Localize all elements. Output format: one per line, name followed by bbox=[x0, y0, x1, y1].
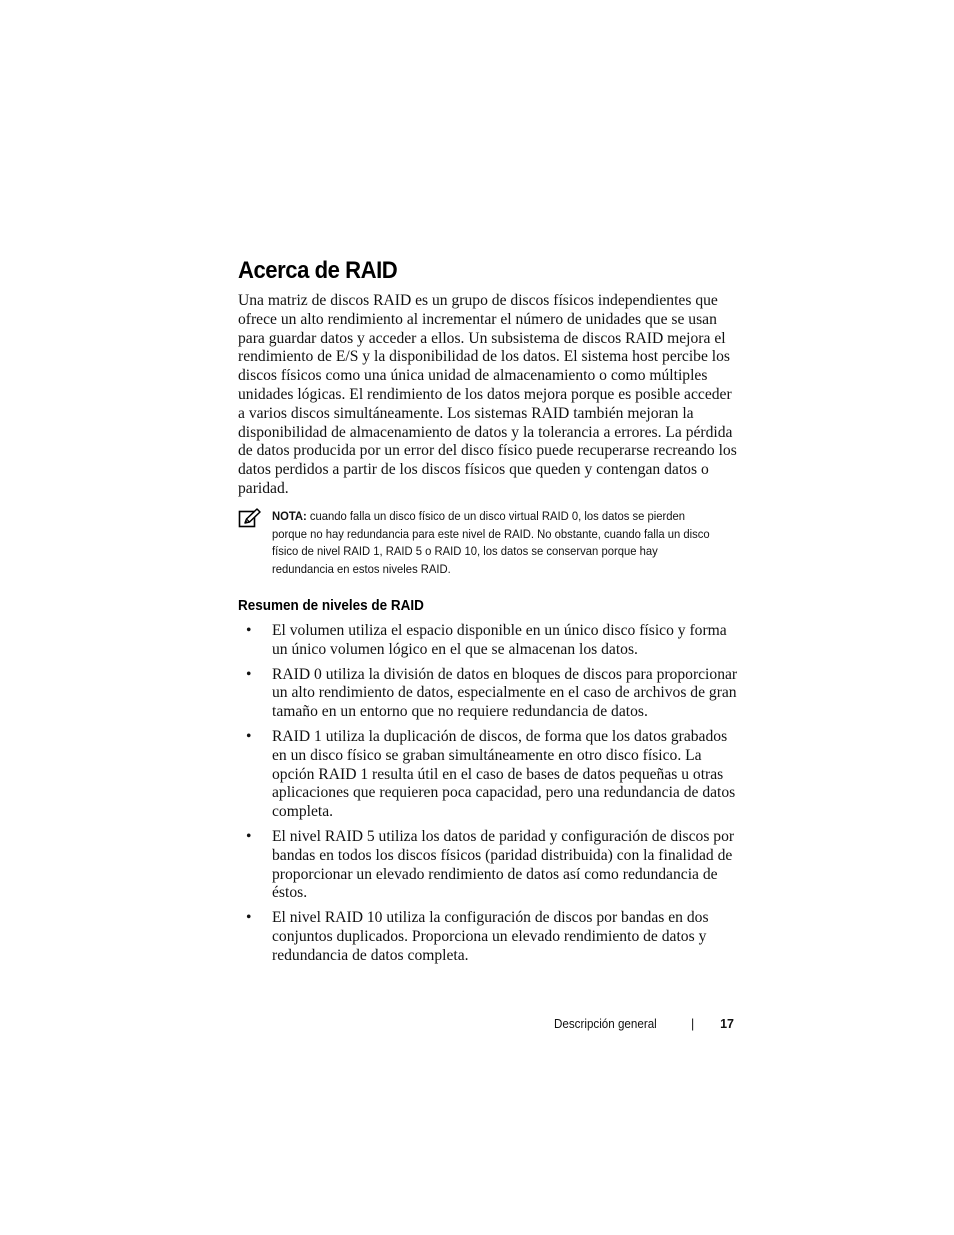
page-number: 17 bbox=[720, 1017, 734, 1031]
list-item bbox=[238, 622, 738, 660]
list-item bbox=[238, 909, 738, 965]
note-body: cuando falla un disco físico de un disco virtual RAID 0, los datos se pierden porque no hay redundancia para este nivel de RAID. No obstante, cuando falla un disco físico de nivel RAID 1, RAID 5 o RAID 10, los datos se conservan porque hay redundancia en estos niveles RAID. bbox=[272, 509, 710, 576]
list-item-text: El volumen utiliza el espacio disponible en un único disco físico y forma un único volumen lógico en el que se almacenan los datos. bbox=[272, 622, 727, 658]
section-subheading: Resumen de niveles de RAID bbox=[238, 598, 424, 614]
list-item-text: El nivel RAID 5 utiliza los datos de paridad y configuración de discos por bandas en todos los discos físicos (paridad distribuida) con la finalidad de proporcionar un elevado rendimiento de datos así como redundancia de éstos. bbox=[272, 827, 735, 902]
pencil-note-icon bbox=[238, 508, 262, 530]
page-title: Acerca de RAID bbox=[238, 257, 398, 284]
list-item-text: RAID 1 utiliza la duplicación de discos, de forma que los datos grabados en un disco físico se graban simultáneamente en otro disco físico. La opción RAID 1 resulta útil en el caso de bases de datos pequeñas u otras aplicaciones que requieren poca capacidad, pero una redundancia de datos completa. bbox=[272, 727, 736, 821]
bullet-icon: • bbox=[246, 665, 252, 683]
bullet-icon: • bbox=[246, 827, 252, 845]
list-item bbox=[238, 666, 738, 722]
note-text bbox=[272, 508, 718, 578]
list-item bbox=[238, 728, 738, 822]
bullet-icon: • bbox=[246, 622, 252, 639]
intro-paragraph: Una matriz de discos RAID es un grupo de discos físicos independientes que ofrece un alto rendimiento al incrementar el número de unidades que se usan para guardar datos y acceder a ellos. Un subsistema de discos RAID mejora el rendimiento de E/S y la disponibilidad de los datos. El sistema host percibe los discos físicos como una única unidad de almacenamiento o como múltiples unidades lógicas. El rendimiento de los datos mejora porque es posible acceder a varios discos simultáneamente. Los sistemas RAID también mejoran la disponibilidad de almacenamiento de datos y la tolerancia a errores. La pérdida de datos producida por un error del disco físico puede recuperarse recreando los datos perdidos a partir de los discos físicos que queden y contengan datos o paridad. bbox=[238, 292, 737, 497]
list-item bbox=[238, 828, 738, 903]
bullet-icon: • bbox=[246, 909, 252, 927]
page-footer bbox=[554, 1014, 736, 1034]
list-item-text: RAID 0 utiliza la división de datos en bloques de discos para proporcionar un alto rendimiento de datos, especialmente en el caso de archivos de gran tamaño en un entorno que no requiere redundancia de datos. bbox=[272, 665, 738, 721]
note-label: NOTA: bbox=[272, 509, 307, 523]
raid-levels-list bbox=[238, 622, 738, 972]
footer-section-name: Descripción general bbox=[554, 1017, 657, 1031]
footer-separator: | bbox=[691, 1017, 695, 1031]
list-item-text: El nivel RAID 10 utiliza la configuración de discos por bandas en dos conjuntos duplicados. Proporciona un elevado rendimiento de datos y redundancia de datos completa. bbox=[272, 909, 709, 964]
bullet-icon: • bbox=[246, 727, 252, 745]
